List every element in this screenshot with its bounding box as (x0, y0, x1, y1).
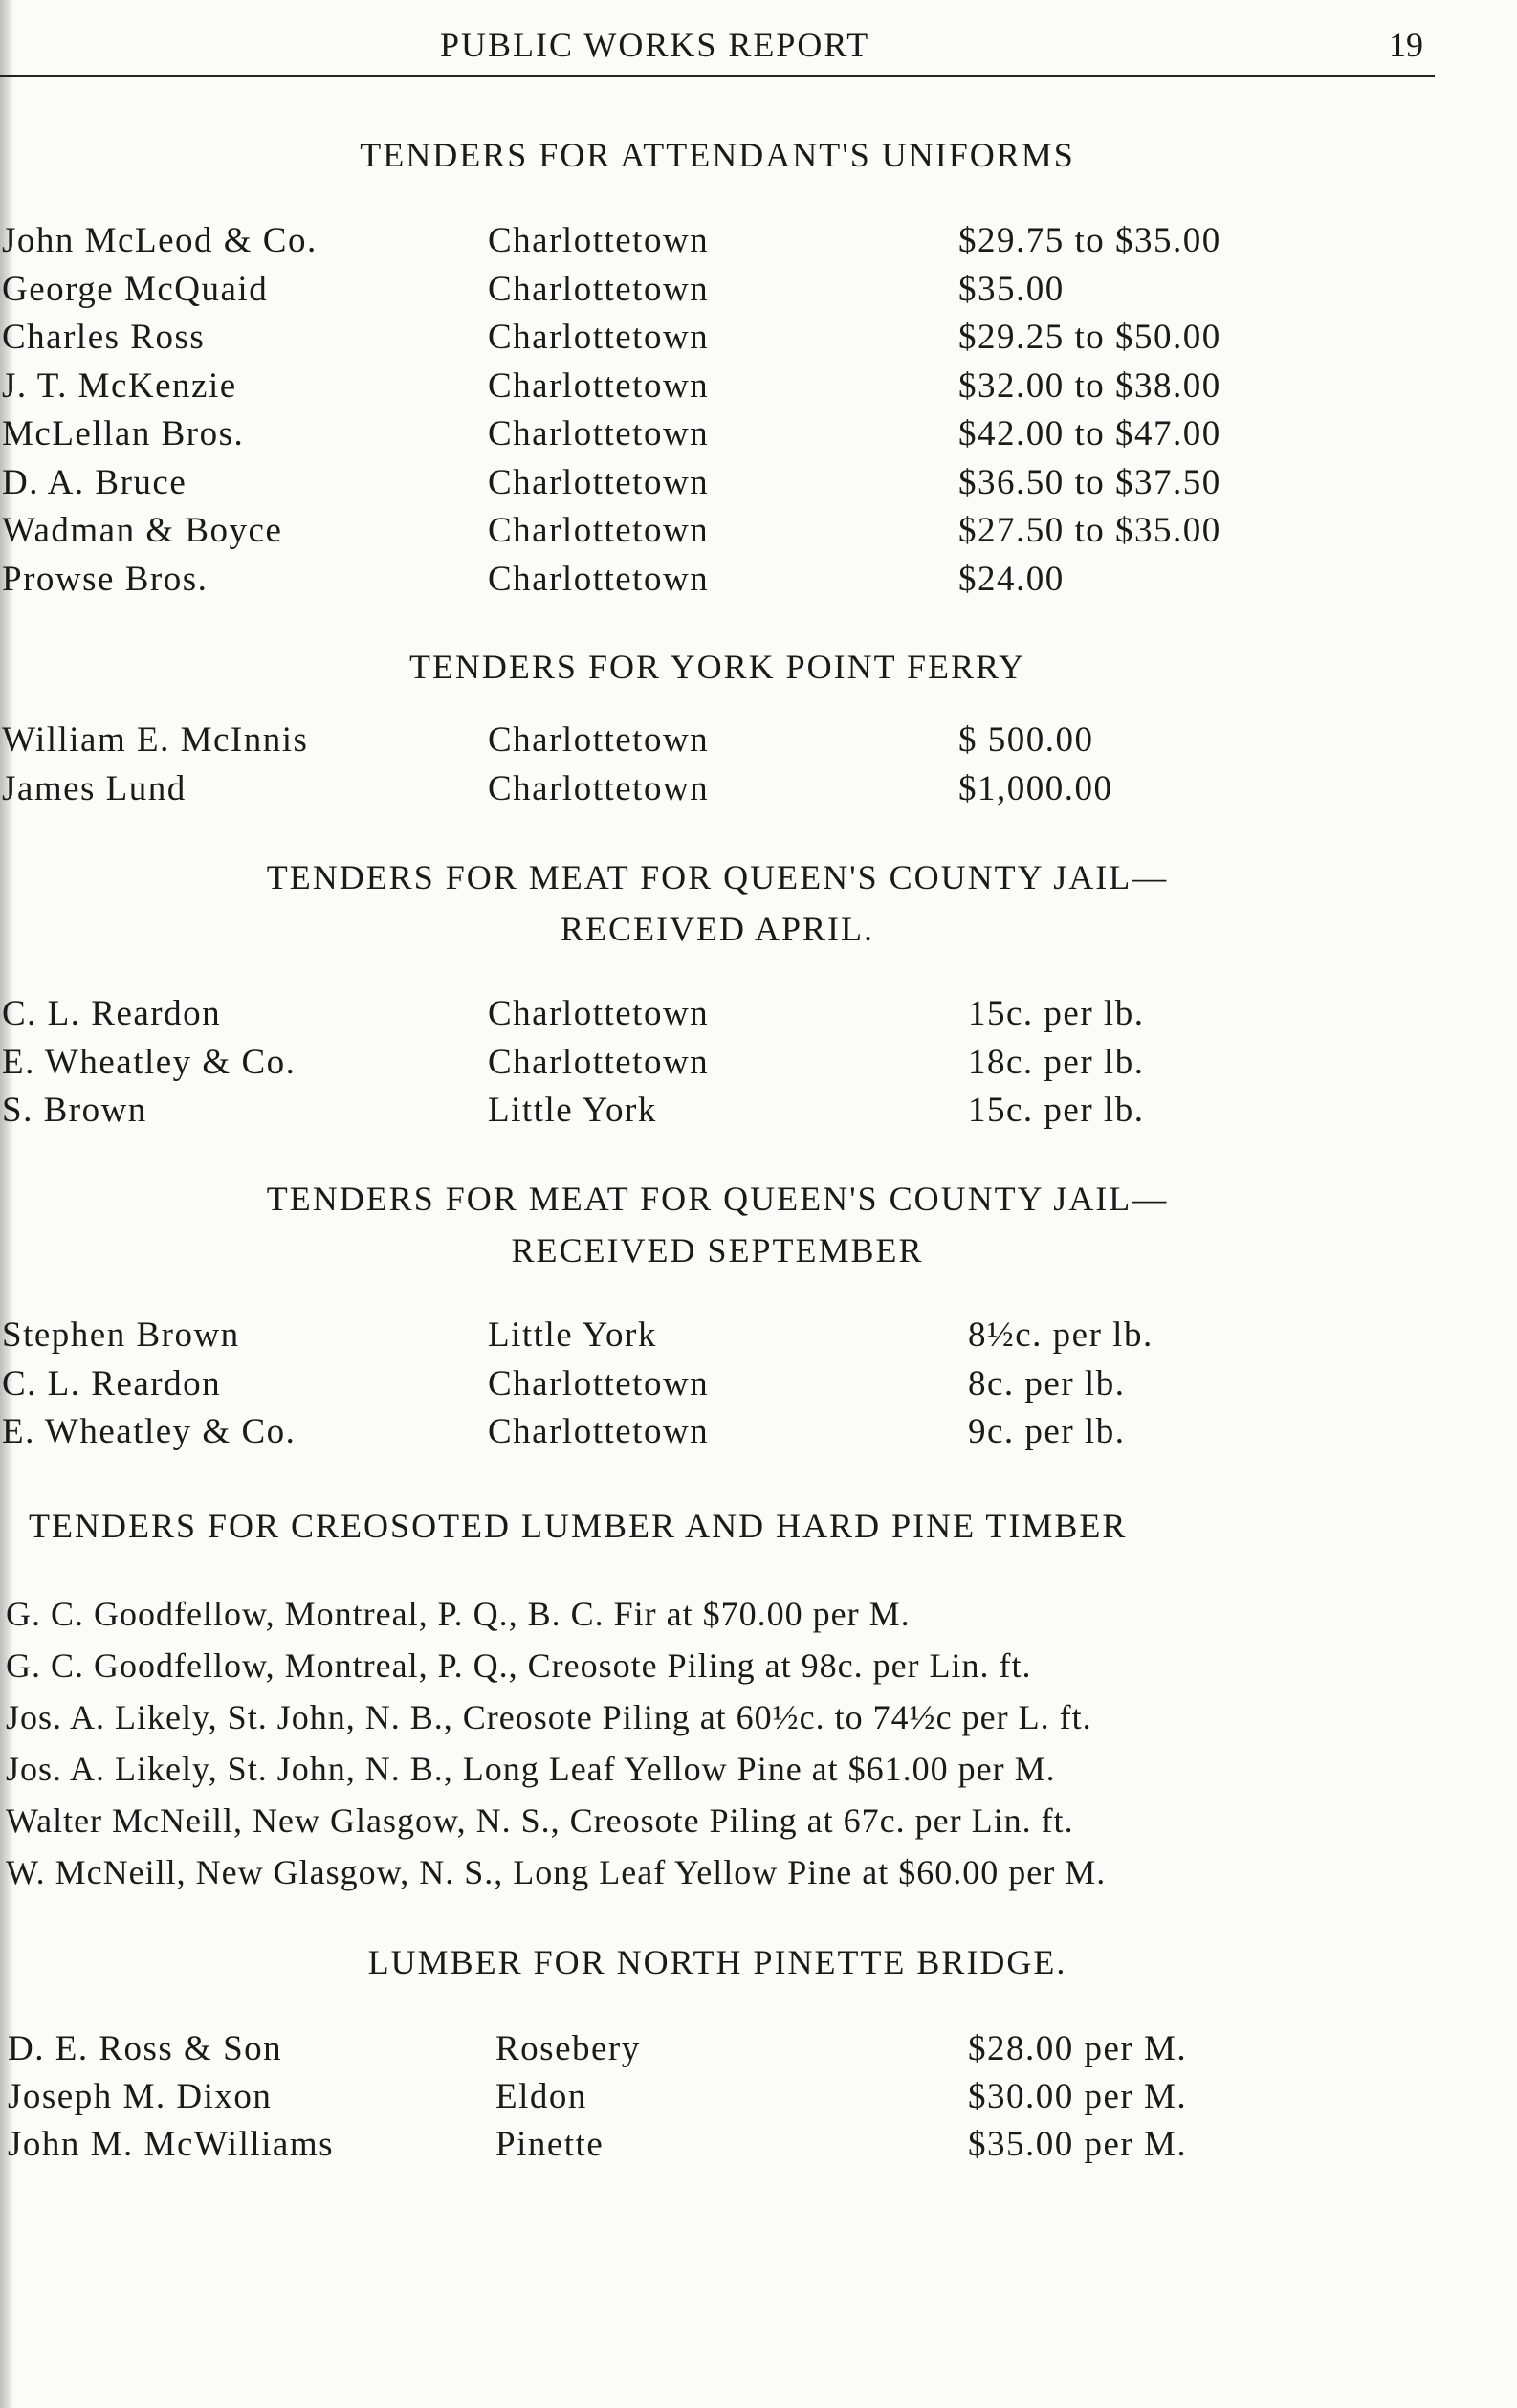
tenderer-name: William E. McInnis (2, 720, 309, 760)
section-title-uniforms: TENDERS FOR ATTENDANT'S UNIFORMS (360, 136, 1075, 174)
table-row (0, 510, 1517, 558)
table-row (0, 2124, 1517, 2172)
tender-price: 9c. per lb. (968, 1412, 1126, 1451)
tenderer-location: Charlottetown (488, 221, 710, 260)
table-row (0, 413, 1517, 461)
tenderer-name: Wadman & Boyce (2, 511, 283, 550)
list-item: Walter McNeill, New Glasgow, N. S., Creosote Piling at 67c. per Lin. ft. (6, 1801, 1074, 1840)
list-item: W. McNeill, New Glasgow, N. S., Long Leaf Yellow Pine at $60.00 per M. (6, 1853, 1107, 1891)
table-row (0, 768, 1517, 816)
page-number: 19 (1389, 26, 1423, 64)
section-title-meat-april: TENDERS FOR MEAT FOR QUEEN'S COUNTY JAIL— (266, 858, 1169, 896)
table-row (0, 2028, 1517, 2076)
tender-price: 15c. per lb. (968, 994, 1145, 1033)
tenderer-name: Prowse Bros. (2, 560, 209, 599)
section-title-creosoted-lumber: TENDERS FOR CREOSOTED LUMBER AND HARD PINE TIMBER (29, 1507, 1128, 1545)
tender-price: $ 500.00 (958, 720, 1094, 760)
tenderer-location: Charlottetown (488, 414, 710, 453)
list-item: Jos. A. Likely, St. John, N. B., Creosote Piling at 60½c. to 74½c per L. ft. (6, 1698, 1092, 1736)
tender-price: 15c. per lb. (968, 1091, 1145, 1130)
tender-price: 8½c. per lb. (968, 1315, 1154, 1355)
tender-price: $28.00 per M. (968, 2029, 1188, 2068)
tenderer-name: C. L. Reardon (2, 994, 222, 1033)
tenderer-name: John McLeod & Co. (2, 221, 318, 260)
list-item: G. C. Goodfellow, Montreal, P. Q., B. C. Fir at $70.00 per M. (6, 1595, 911, 1633)
section-title-meat-september: TENDERS FOR MEAT FOR QUEEN'S COUNTY JAIL— (266, 1180, 1169, 1218)
list-item: G. C. Goodfellow, Montreal, P. Q., Creosote Piling at 98c. per Lin. ft. (6, 1646, 1032, 1685)
section-subtitle-meat-april: RECEIVED APRIL. (560, 910, 874, 948)
tenderer-location: Eldon (495, 2077, 587, 2116)
tenderer-name: Stephen Brown (2, 1315, 240, 1355)
tenderer-location: Charlottetown (488, 560, 710, 599)
running-title: PUBLIC WORKS REPORT (440, 26, 870, 64)
tenderer-name: D. A. Bruce (2, 463, 187, 502)
tenderer-name: E. Wheatley & Co. (2, 1043, 297, 1082)
tender-price: $35.00 (958, 270, 1065, 309)
tenderer-location: Charlottetown (488, 769, 710, 808)
tenderer-location: Charlottetown (488, 1364, 710, 1403)
tender-price: $1,000.00 (958, 769, 1113, 808)
table-row (0, 220, 1517, 268)
table-row (0, 1411, 1517, 1459)
list-item: Jos. A. Likely, St. John, N. B., Long Leaf Yellow Pine at $61.00 per M. (6, 1750, 1056, 1788)
tenderer-location: Little York (488, 1091, 657, 1130)
table-row (0, 317, 1517, 365)
tenderer-name: S. Brown (2, 1091, 147, 1130)
table-row (0, 1363, 1517, 1411)
tenderer-name: J. T. McKenzie (2, 366, 237, 406)
tenderer-name: C. L. Reardon (2, 1364, 222, 1403)
tender-price: $42.00 to $47.00 (958, 414, 1221, 453)
table-row (0, 1042, 1517, 1090)
tender-price: $27.50 to $35.00 (958, 511, 1221, 550)
tenderer-location: Charlottetown (488, 1412, 710, 1451)
tenderer-name: George McQuaid (2, 270, 269, 309)
tenderer-name: John M. McWilliams (8, 2125, 335, 2164)
tenderer-name: D. E. Ross & Son (8, 2029, 283, 2068)
table-row (0, 462, 1517, 510)
table-row (0, 2076, 1517, 2124)
tender-price: 18c. per lb. (968, 1043, 1145, 1082)
tenderer-location: Charlottetown (488, 366, 710, 406)
tenderer-name: Joseph M. Dixon (8, 2077, 273, 2116)
tender-price: $30.00 per M. (968, 2077, 1188, 2116)
tenderer-location: Charlottetown (488, 720, 710, 760)
tenderer-location: Charlottetown (488, 994, 710, 1033)
tenderer-name: James Lund (2, 769, 187, 808)
tenderer-name: E. Wheatley & Co. (2, 1412, 297, 1451)
tenderer-location: Rosebery (495, 2029, 641, 2068)
tender-price: $35.00 per M. (968, 2125, 1188, 2164)
table-row (0, 1090, 1517, 1138)
table-row (0, 719, 1517, 767)
section-title-pinette-bridge: LUMBER FOR NORTH PINETTE BRIDGE. (367, 1943, 1067, 1981)
tender-price: 8c. per lb. (968, 1364, 1126, 1403)
tender-price: $36.50 to $37.50 (958, 463, 1221, 502)
tenderer-location: Charlottetown (488, 318, 710, 357)
tenderer-location: Charlottetown (488, 463, 710, 502)
table-row (0, 993, 1517, 1041)
tenderer-name: McLellan Bros. (2, 414, 245, 453)
tenderer-location: Pinette (495, 2125, 605, 2164)
tender-price: $29.25 to $50.00 (958, 318, 1221, 357)
section-title-ferry: TENDERS FOR YORK POINT FERRY (408, 648, 1026, 686)
table-row (0, 559, 1517, 607)
tender-price: $32.00 to $38.00 (958, 366, 1221, 406)
tenderer-location: Charlottetown (488, 1043, 710, 1082)
table-row (0, 1314, 1517, 1362)
section-subtitle-meat-september: RECEIVED SEPTEMBER (511, 1231, 924, 1270)
tenderer-location: Charlottetown (488, 511, 710, 550)
tender-price: $29.75 to $35.00 (958, 221, 1221, 260)
tenderer-location: Charlottetown (488, 270, 710, 309)
running-header (0, 25, 1435, 77)
tenderer-location: Little York (488, 1315, 657, 1355)
table-row (0, 269, 1517, 317)
table-row (0, 365, 1517, 413)
tender-price: $24.00 (958, 560, 1065, 599)
tenderer-name: Charles Ross (2, 318, 206, 357)
